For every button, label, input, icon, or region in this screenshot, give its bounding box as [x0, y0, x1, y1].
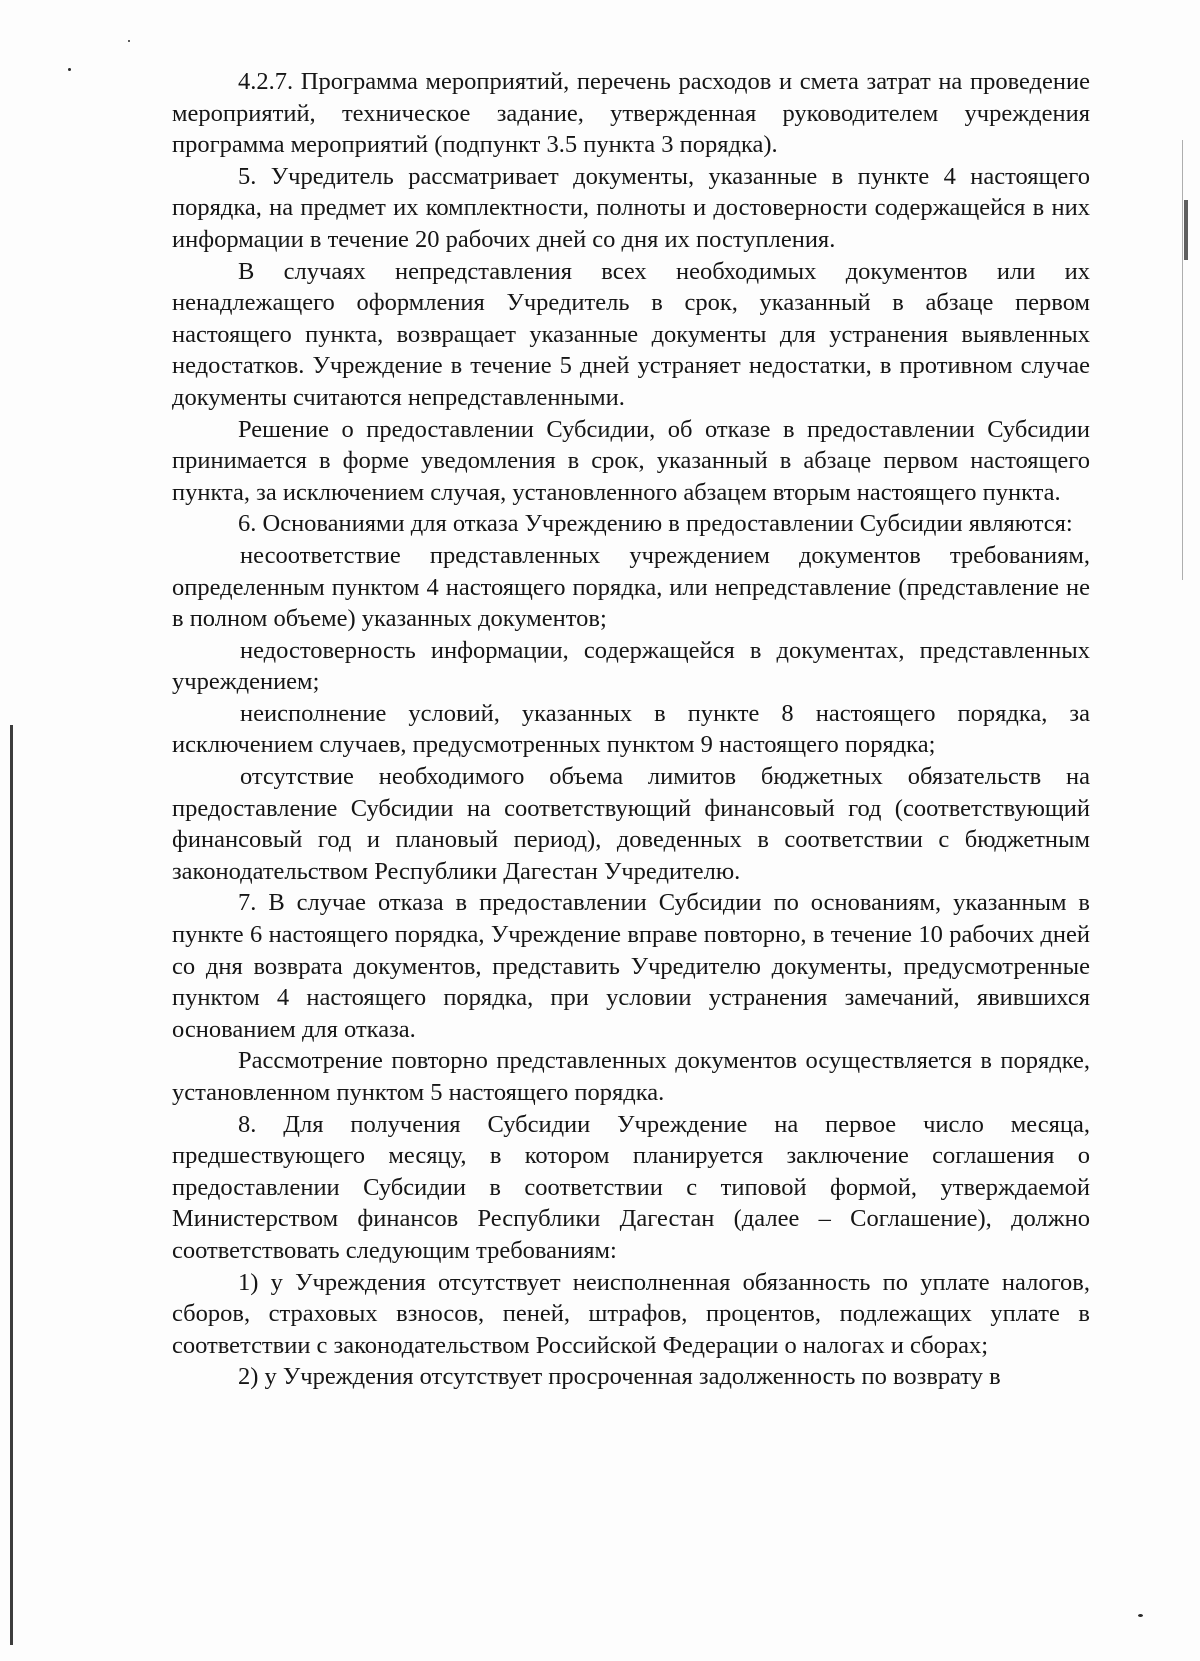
right-edge-scan-smudge [1184, 200, 1188, 260]
paragraph-6-nonfulfillment: неисполнение условий, указанных в пункте 8 настоящего порядка, за исключением случаев, предусмотренных пунктом 9 настоящего порядка; [172, 699, 1090, 759]
paragraph-6-unreliability: недостоверность информации, содержащейся в документах, представленных учреждением; [172, 636, 1090, 696]
paragraph-6-budget-limits: отсутствие необходимого объема лимитов бюджетных обязательств на предоставление Субсидии на соответствующий финансовый год (соответствующий финансовый год и плановый период), доведенных в соответствии с бюджетным законодательством Республики Дагестан Учредителю. [172, 763, 1090, 885]
scan-speck [68, 68, 71, 71]
left-margin-scan-line [10, 725, 13, 1645]
paragraph-5-decision: Решение о предоставлении Субсидии, об отказе в предоставлении Субсидии принимается в форме уведомления в срок, указанный в абзаце первом настоящего пункта, за исключением случая, установленного абзацем вторым настоящего пункта. [172, 415, 1090, 506]
scan-speck [128, 40, 130, 42]
right-edge-scan-line [1182, 140, 1183, 580]
paragraph-6: 6. Основаниями для отказа Учреждению в предоставлении Субсидии являются: [238, 510, 1073, 538]
document-body [172, 66, 1090, 1393]
paragraph-6-nonconformity: несоответствие представленных учреждением документов требованиям, определенным пунктом 4 настоящего порядка, или непредставление (представление не в полном объеме) указанных документов; [172, 541, 1090, 633]
paragraph-8-requirement-2: 2) у Учреждения отсутствует просроченная задолженность по возврату в [238, 1363, 1001, 1391]
paragraph-4-2-7: 4.2.7. Программа мероприятий, перечень расходов и смета затрат на проведение мероприятий, техническое задание, утвержденная руководителем учреждения программа мероприятий (подпункт 3.5 пункта 3 порядка). [172, 68, 1090, 159]
paragraph-7: 7. В случае отказа в предоставлении Субсидии по основаниям, указанным в пункте 6 настоящего порядка, Учреждение вправе повторно, в течение 10 рабочих дней со дня возврата документов, представить Учредителю документы, предусмотренные пунктом 4 настоящего порядка, при условии устранения замечаний, явившихся основанием для отказа. [172, 889, 1090, 1043]
paragraph-8-requirement-1: 1) у Учреждения отсутствует неисполненная обязанность по уплате налогов, сборов, страховых взносов, пеней, штрафов, процентов, подлежащих уплате в соответствии с законодательством Российской Федерации о налогах и сборах; [172, 1268, 1090, 1359]
paragraph-8: 8. Для получения Субсидии Учреждение на первое число месяца, предшествующего месяцу, в котором планируется заключение соглашения о предоставлении Субсидии в соответствии с типовой формой, утверждаемой Министерством финансов Республики Дагестан (далее – Соглашение), должно соответствовать следующим требованиям: [172, 1110, 1090, 1264]
paragraph-5-missing-documents: В случаях непредставления всех необходимых документов или их ненадлежащего оформления Учредитель в срок, указанный в абзаце первом настоящего пункта, возвращает указанные документы для устранения выявленных недостатков. Учреждение в течение 5 дней устраняет недостатки, в противном случае документы считаются непредставленными. [172, 257, 1090, 411]
paragraph-5: 5. Учредитель рассматривает документы, указанные в пункте 4 настоящего порядка, на предмет их комплектности, полноты и достоверности содержащейся в них информации в течение 20 рабочих дней со дня их поступления. [172, 162, 1090, 253]
paragraph-7-reconsideration: Рассмотрение повторно представленных документов осуществляется в порядке, установленном пунктом 5 настоящего порядка. [172, 1047, 1090, 1106]
scan-speck [1138, 1614, 1143, 1617]
